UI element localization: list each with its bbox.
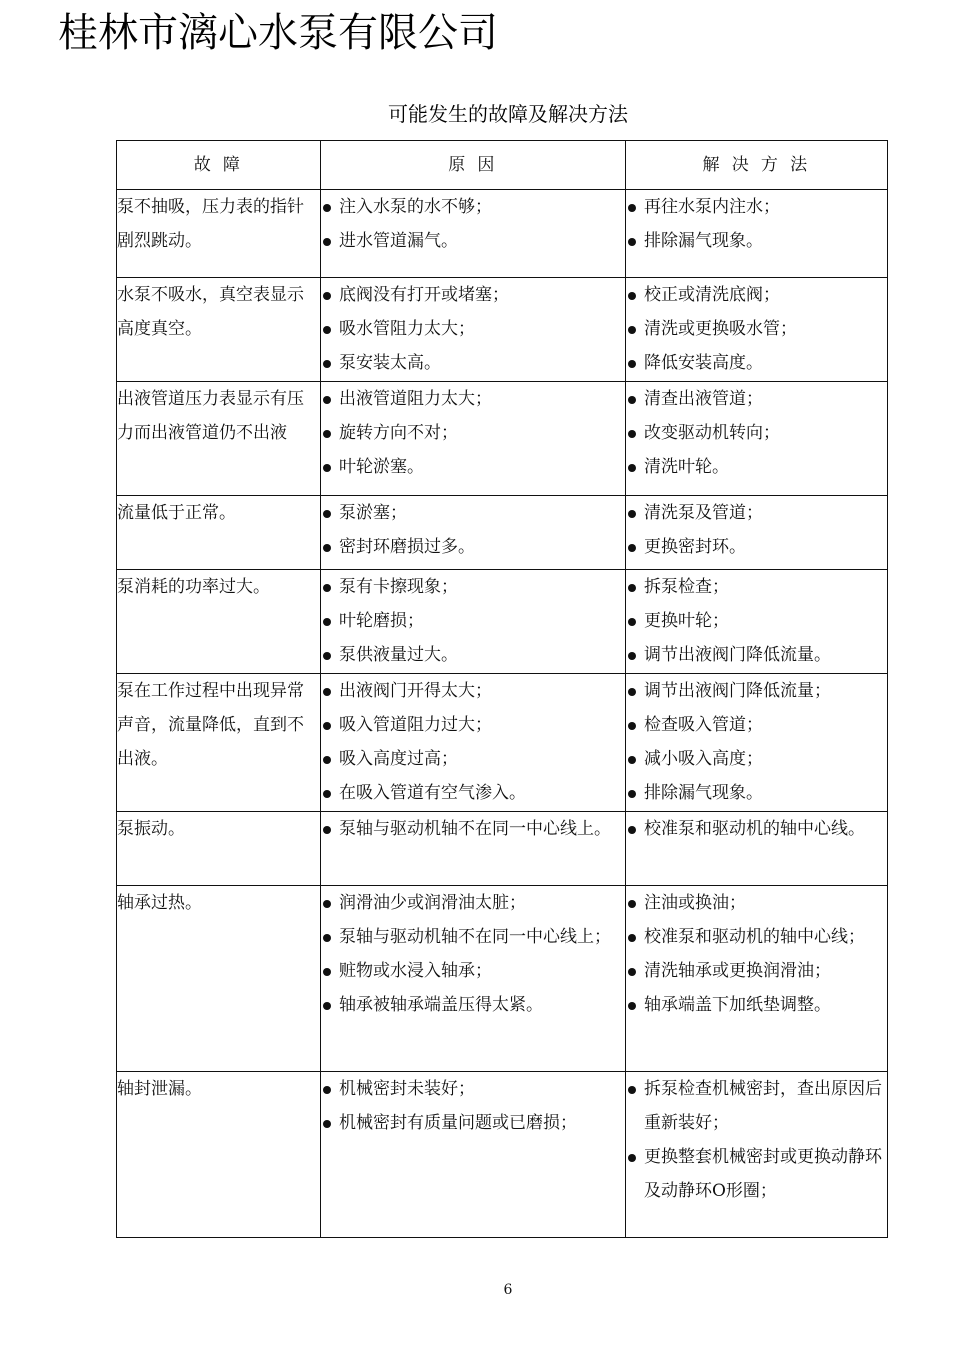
cause-item: 旋转方向不对；: [321, 416, 625, 450]
causes-cell: [321, 812, 626, 886]
remedy-item: 更换叶轮；: [626, 604, 887, 638]
cause-item: 泵有卡擦现象；: [321, 570, 625, 604]
fault-cell: 泵在工作过程中出现异常声音，流量降低，直到不出液。: [117, 674, 321, 812]
remedy-item: 检查吸入管道；: [626, 708, 887, 742]
remedy-item: 再往水泵内注水；: [626, 190, 887, 224]
table-header-row: [117, 141, 888, 190]
causes-cell: [321, 382, 626, 496]
remedies-cell: [626, 886, 888, 1072]
cause-item: 泵安装太高。: [321, 346, 625, 380]
remedy-item: 更换整套机械密封或更换动静环及动静环O形圈；: [626, 1140, 887, 1208]
table-row: [117, 278, 888, 382]
cause-item: 叶轮淤塞。: [321, 450, 625, 484]
remedies-cell: [626, 278, 888, 382]
table-row: [117, 812, 888, 886]
remedy-item: 清洗或更换吸水管；: [626, 312, 887, 346]
remedy-item: 清洗叶轮。: [626, 450, 887, 484]
header-cause: 原 因: [321, 141, 626, 190]
causes-cell: [321, 886, 626, 1072]
cause-item: 在吸入管道有空气渗入。: [321, 776, 625, 810]
cause-item: 轴承被轴承端盖压得太紧。: [321, 988, 625, 1022]
remedy-item: 注油或换油；: [626, 886, 887, 920]
cause-item: 泵供液量过大。: [321, 638, 625, 672]
page-number: 6: [503, 1282, 513, 1298]
fault-cell: 轴封泄漏。: [117, 1072, 321, 1238]
remedies-cell: [626, 496, 888, 570]
header-remedy: 解 决 方 法: [626, 141, 888, 190]
table-row: [117, 886, 888, 1072]
remedy-item: 校准泵和驱动机的轴中心线；: [626, 920, 887, 954]
fault-cell: 水泵不吸水，真空表显示高度真空。: [117, 278, 321, 382]
fault-cell: 泵消耗的功率过大。: [117, 570, 321, 674]
remedy-item: 排除漏气现象。: [626, 224, 887, 258]
fault-cell: 流量低于正常。: [117, 496, 321, 570]
remedies-cell: [626, 1072, 888, 1238]
cause-item: 机械密封有质量问题或已磨损；: [321, 1106, 625, 1140]
page-title: 可能发生的故障及解决方法: [388, 102, 628, 126]
cause-item: 泵轴与驱动机轴不在同一中心线上；: [321, 920, 625, 954]
table-row: [117, 190, 888, 278]
remedy-item: 降低安装高度。: [626, 346, 887, 380]
remedy-item: 减小吸入高度；: [626, 742, 887, 776]
cause-item: 密封环磨损过多。: [321, 530, 625, 564]
remedies-cell: [626, 812, 888, 886]
causes-cell: [321, 674, 626, 812]
remedy-item: 清查出液管道；: [626, 382, 887, 416]
causes-cell: [321, 190, 626, 278]
table-row: [117, 496, 888, 570]
remedy-item: 调节出液阀门降低流量；: [626, 674, 887, 708]
cause-item: 泵淤塞；: [321, 496, 625, 530]
cause-item: 注入水泵的水不够；: [321, 190, 625, 224]
cause-item: 润滑油少或润滑油太脏；: [321, 886, 625, 920]
remedy-item: 改变驱动机转向；: [626, 416, 887, 450]
fault-cell: 出液管道压力表显示有压力而出液管道仍不出液: [117, 382, 321, 496]
cause-item: 赃物或水浸入轴承；: [321, 954, 625, 988]
remedies-cell: [626, 382, 888, 496]
fault-cell: 轴承过热。: [117, 886, 321, 1072]
remedy-item: 校正或清洗底阀；: [626, 278, 887, 312]
causes-cell: [321, 278, 626, 382]
cause-item: 出液管道阻力太大；: [321, 382, 625, 416]
cause-item: 进水管道漏气。: [321, 224, 625, 258]
table-row: [117, 1072, 888, 1238]
cause-item: 吸水管阻力太大；: [321, 312, 625, 346]
fault-table: [116, 140, 888, 1238]
table-row: [117, 674, 888, 812]
table-row: [117, 382, 888, 496]
table-row: [117, 570, 888, 674]
cause-item: 叶轮磨损；: [321, 604, 625, 638]
cause-item: 机械密封未装好；: [321, 1072, 625, 1106]
remedy-item: 排除漏气现象。: [626, 776, 887, 810]
fault-cell: 泵振动。: [117, 812, 321, 886]
causes-cell: [321, 1072, 626, 1238]
remedy-item: 清洗轴承或更换润滑油；: [626, 954, 887, 988]
remedy-item: 拆泵检查机械密封，查出原因后重新装好；: [626, 1072, 887, 1140]
fault-cell: 泵不抽吸，压力表的指针剧烈跳动。: [117, 190, 321, 278]
remedy-item: 拆泵检查；: [626, 570, 887, 604]
causes-cell: [321, 496, 626, 570]
cause-item: 泵轴与驱动机轴不在同一中心线上。: [321, 812, 625, 846]
cause-item: 出液阀门开得太大；: [321, 674, 625, 708]
remedy-item: 调节出液阀门降低流量。: [626, 638, 887, 672]
cause-item: 吸入管道阻力过大；: [321, 708, 625, 742]
cause-item: 吸入高度过高；: [321, 742, 625, 776]
remedy-item: 更换密封环。: [626, 530, 887, 564]
remedy-item: 轴承端盖下加纸垫调整。: [626, 988, 887, 1022]
header-fault: 故 障: [117, 141, 321, 190]
cause-item: 底阀没有打开或堵塞；: [321, 278, 625, 312]
remedies-cell: [626, 570, 888, 674]
causes-cell: [321, 570, 626, 674]
remedies-cell: [626, 674, 888, 812]
remedies-cell: [626, 190, 888, 278]
remedy-item: 清洗泵及管道；: [626, 496, 887, 530]
company-name: 桂林市漓心水泵有限公司: [58, 10, 498, 56]
remedy-item: 校准泵和驱动机的轴中心线。: [626, 812, 887, 846]
